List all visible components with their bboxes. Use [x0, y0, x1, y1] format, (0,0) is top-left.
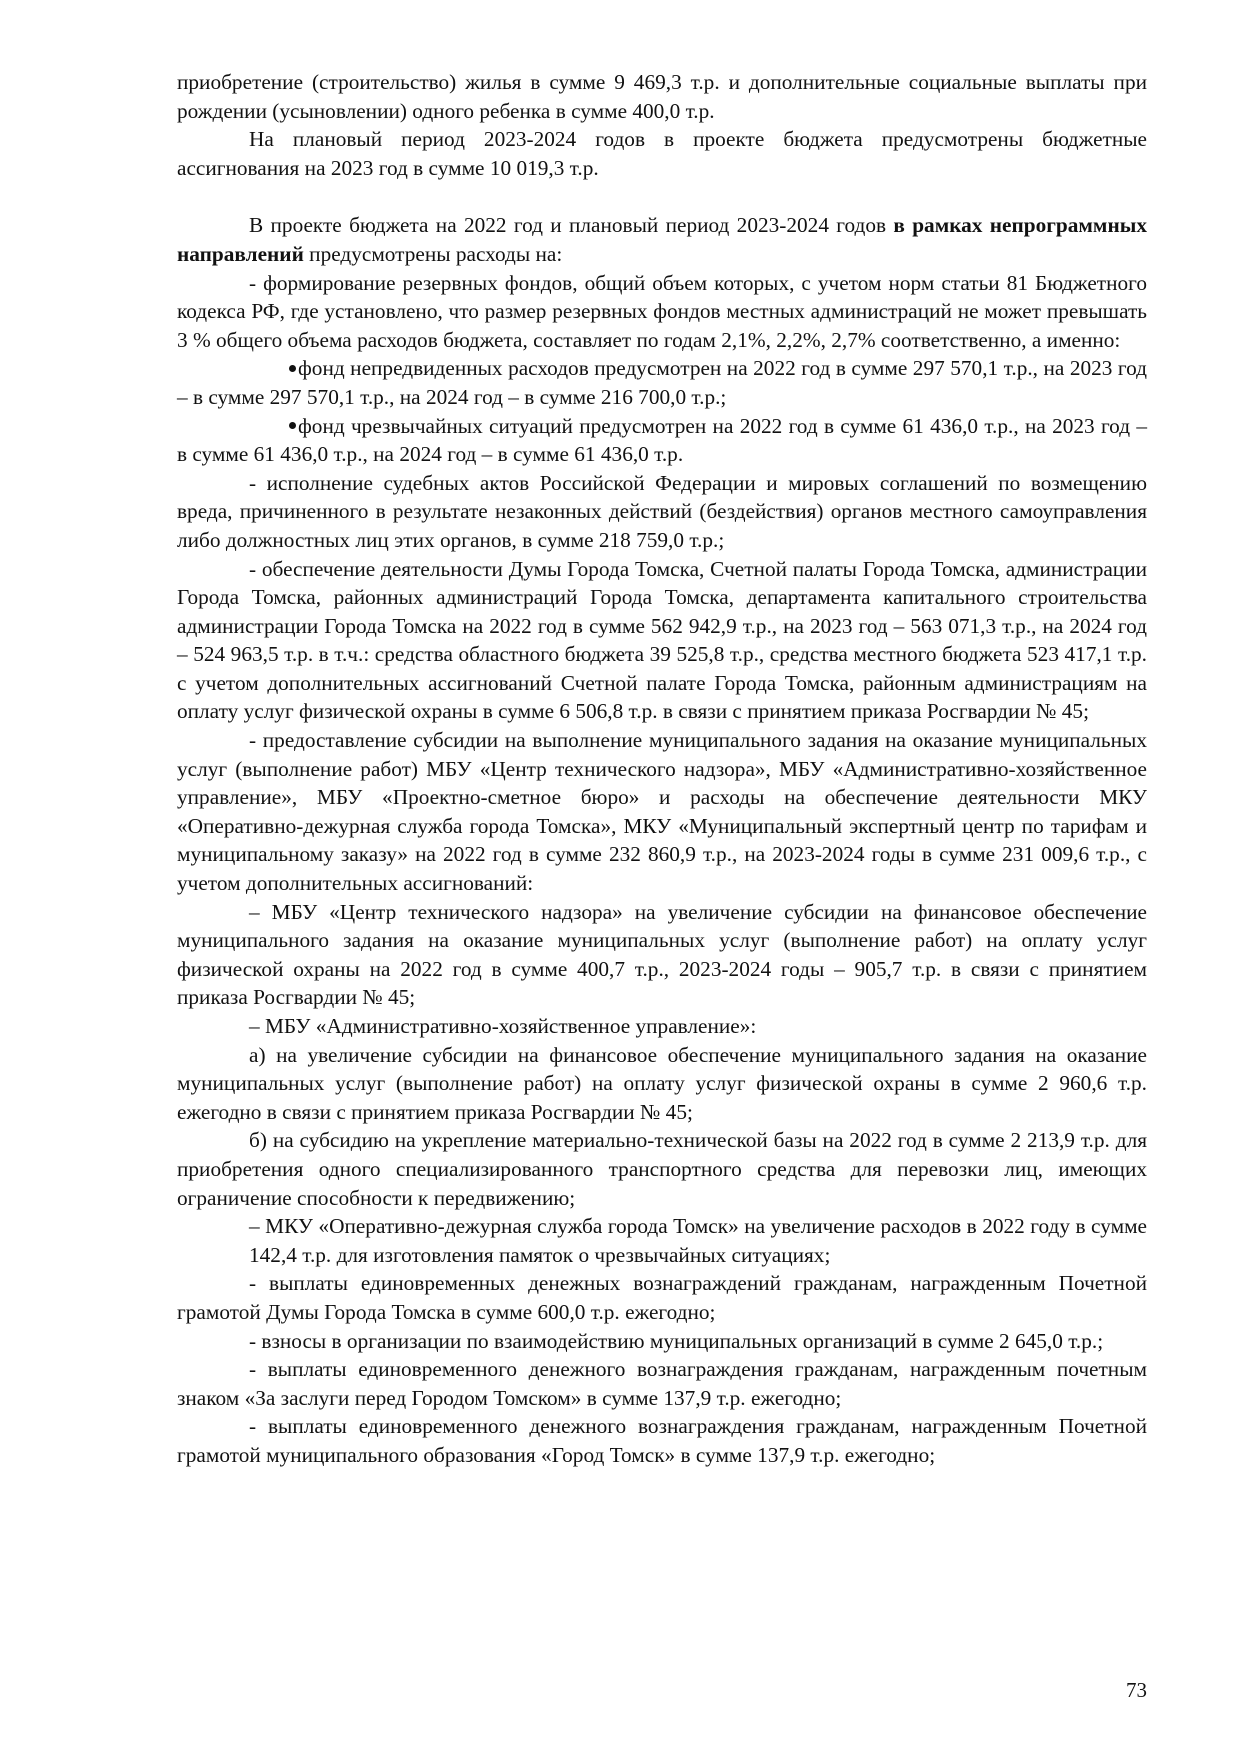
paragraph: а) на увеличение субсидии на финансовое обеспечение муниципального задания на оказание муниципальных услуг (выполнение работ) на оплату услуг физической охраны в сумме 2 960,6 т.р. ежегодно в связи с принятием приказа Росгвардии № 45;	[177, 1042, 1147, 1124]
paragraph: – МКУ «Оперативно-дежурная служба города Томск» на увеличение расходов в 2022 году в сумме 142,4 т.р. для изготовления памяток о чрезвычайных ситуациях;	[249, 1214, 1147, 1267]
document-page	[177, 68, 1147, 1470]
bullet-text: фонд чрезвычайных ситуаций предусмотрен на 2022 год в сумме 61 436,0 т.р., на 2023 год – в сумме 61 436,0 т.р., на 2024 год – в сумме 61 436,0 т.р.	[177, 413, 1147, 467]
bullet-icon	[289, 422, 296, 429]
paragraph: - выплаты единовременного денежного вознаграждения гражданам, награжденным Почетной грамотой муниципального образования «Город Томск» в сумме 137,9 т.р. ежегодно;	[177, 1414, 1147, 1467]
paragraph: приобретение (строительство) жилья в сумме 9 469,3 т.р. и дополнительные социальные выплаты при рождении (усыновлении) одного ребенка в сумме 400,0 т.р.	[177, 70, 1147, 123]
paragraph: - предоставление субсидии на выполнение муниципального задания на оказание муниципальных услуг (выполнение работ) МБУ «Центр технического надзора», МБУ «Административно-хозяйственное управление», МБУ «Проектно-сметное бюро» и расходы на обеспечение деятельности МКУ «Оперативно-дежурная служба города Томска», МКУ «Муниципальный экспертный центр по тарифам и муниципальному заказу» на 2022 год в сумме 232 860,9 т.р., на 2023-2024 годы в сумме 231 009,6 т.р., с учетом дополнительных ассигнований:	[177, 728, 1147, 896]
bullet-item	[177, 354, 1147, 411]
paragraph-lead: В проекте бюджета на 2022 год и плановый период 2023-2024 годов	[249, 213, 887, 238]
paragraph: - выплаты единовременного денежного вознаграждения гражданам, награжденным почетным знаком «За заслуги перед Городом Томском» в сумме 137,9 т.р. ежегодно;	[177, 1357, 1147, 1410]
bullet-item	[177, 412, 1147, 469]
page-number: 73	[1126, 1678, 1147, 1702]
bold-phrase: в рамках непрограммных направлений	[177, 213, 1147, 266]
paragraph: - формирование резервных фондов, общий объем которых, с учетом норм статьи 81 Бюджетного кодекса РФ, где установлено, что размер резервных фондов местных администраций не может превышать 3 % общего объема расходов бюджета, составляет по годам 2,1%, 2,2%, 2,7% соответственно, а именно:	[177, 270, 1147, 352]
bullet-icon	[289, 365, 296, 372]
paragraph: б) на субсидию на укрепление материально-технической базы на 2022 год в сумме 2 213,9 т.р. для приобретения одного специализированного транспортного средства для перевозки лиц, имеющих ограничение способности к передвижению;	[177, 1128, 1147, 1210]
bullet-text: фонд непредвиденных расходов предусмотрен на 2022 год в сумме 297 570,1 т.р., на 2023 год – в сумме 297 570,1 т.р., на 2024 год – в сумме 216 700,0 т.р.;	[177, 356, 1147, 409]
paragraph: - взносы в организации по взаимодействию муниципальных организаций в сумме 2 645,0 т.р.;	[249, 1328, 1104, 1353]
paragraph: - исполнение судебных актов Российской Федерации и мировых соглашений по возмещению вреда, причиненного в результате незаконных действий (бездействия) органов местного самоуправления либо должностных лиц этих органов, в сумме 218 759,0 т.р.;	[177, 470, 1147, 552]
paragraph: - выплаты единовременных денежных вознаграждений гражданам, награжденным Почетной грамотой Думы Города Томска в сумме 600,0 т.р. ежегодно;	[177, 1271, 1147, 1324]
paragraph: - обеспечение деятельности Думы Города Томска, Счетной палаты Города Томска, администрации Города Томска, районных администраций Города Томска, департамента капитального строительства администрации Города Томска на 2022 год в сумме 562 942,9 т.р., на 2023 год – 563 071,3 т.р., на 2024 год – 524 963,5 т.р. в т.ч.: средства областного бюджета 39 525,8 т.р., средства местного бюджета 523 417,1 т.р. с учетом дополнительных ассигнований Счетной палате Города Томска, районным администрациям на оплату услуг физической охраны в сумме 6 506,8 т.р. в связи с принятием приказа Росгвардии № 45;	[177, 556, 1147, 724]
paragraph-nonprogram	[177, 211, 1147, 268]
paragraph: – МБУ «Центр технического надзора» на увеличение субсидии на финансовое обеспечение муниципального задания на оказание муниципальных услуг (выполнение работ) на оплату услуг физической охраны на 2022 год в сумме 400,7 т.р., 2023-2024 годы – 905,7 т.р. в связи с принятием приказа Росгвардии № 45;	[177, 899, 1147, 1010]
paragraph: На плановый период 2023-2024 годов в проекте бюджета предусмотрены бюджетные ассигнования на 2023 год в сумме 10 019,3 т.р.	[177, 127, 1147, 180]
paragraph-tail: предусмотрены расходы на:	[309, 241, 563, 266]
paragraph: – МБУ «Административно-хозяйственное управление»:	[249, 1014, 757, 1038]
